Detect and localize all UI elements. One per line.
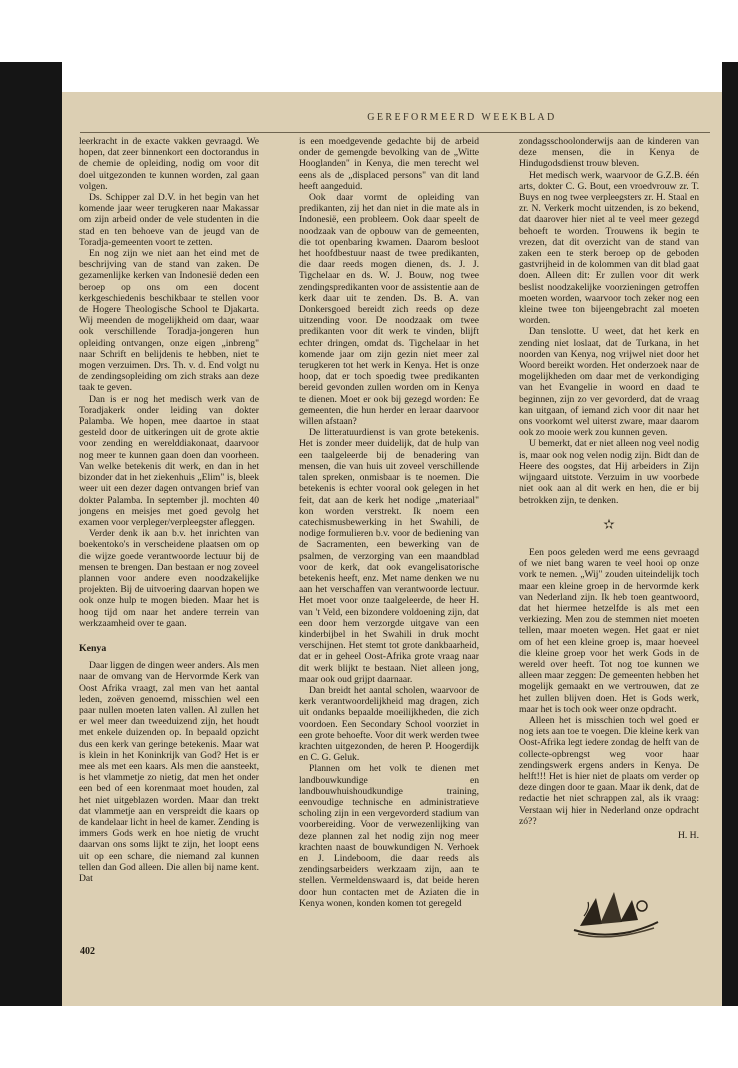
paragraph: leerkracht in de exacte vakken gevraagd. We hopen, dat zeer binnenkort een doctorandus in de chemie de opleiding, nodig om voor dit doel uitgezonden te kunnen worden, zal gaan volgen. xyxy=(79,136,259,192)
column-middle xyxy=(299,136,479,909)
paragraph: zondagsschoolonderwijs aan de kinderen van deze mensen, die in Kenya de Hindugodsdienst trouw bleven. xyxy=(519,136,699,170)
column-right xyxy=(519,136,699,841)
paragraph: Plannen om het volk te dienen met landbouwkundige en landbouwhuishoudkundige training, eenvoudige technische en administratieve scholing zijn in een vergevorderd stadium van voorbereiding. Voor de verwezenlijking van deze plannen zal het nodig zijn nog meer krachten naast de bouwkundigen N. Verhoek en J. Lindeboom, die daar reeds als zendingsarbeiders werkzaam zijn, aan te stellen. Vermeldenswaard is, dat beide heren door hun contacten met de Aziaten die in Kenya wonen, konden komen tot geregeld xyxy=(299,763,479,909)
magazine-page xyxy=(62,92,722,1006)
running-header: GEREFORMEERD WEEKBLAD xyxy=(367,112,557,123)
paragraph: U bemerkt, dat er niet alleen nog veel nodig is, maar ook nog velen nodig zijn. Bidt dan de Heere des oogstes, dat Hij arbeiders in Zijn wijngaard uitstote. Verzuim in uw voorbede niet ook aan al dit werk en hen, die er bij betrokken zijn, te denken. xyxy=(519,438,699,506)
paragraph: En nog zijn we niet aan het eind met de beschrijving van de stand van zaken. De gezamenlijke kerken van Indonesië deden een beroep op ons om een docent kerkgeschiedenis beschikbaar te stellen voor de Hogere Theologische School te Djakarta. Wij meenden de mogelijkheid om daar, waar ook verschillende Toradja-jongeren hun opleiding ontvangen, onze eigen „inbreng" naar Schrift en belijdenis te hebben, niet te mogen verzuimen. Drs. Th. v. d. End volgt nu de zendingsopleiding om zich straks aan deze taak te geven. xyxy=(79,248,259,394)
paragraph: Daar liggen de dingen weer anders. Als men naar de omvang van de Hervormde Kerk van Oost Afrika vraagt, zal men van het aantal leden, zoëven genoemd, misschien wel een paar nullen moeten laten vallen. Al zullen het er wel meer dan tweeduizend zijn, het houdt met enkele duizenden op. In bepaald opzicht dus een kerk van geringe betekenis. Maar wat is klein in het Koninkrijk van God? Het is er mee als met een kaars. Als men die aansteekt, is het vlammetje zo nietig, dat men het onder een bed of een korenmaat moet houden, zal het niet uitgeblazen worden. Maar dan trekt dat vlammetje aan en verspreidt die kaars op de kandelaar licht in heel de kamer. Zending is immers Gods werk en hoe nietig de vrucht daarvan ons soms lijkt te zijn, het loopt eens uit op een schare, die niemand zal kunnen tellen dan God alleen. Die allen bij name kent. Dat xyxy=(79,660,259,884)
decorative-ship-illustration xyxy=(570,886,662,942)
section-divider-star: ✫ xyxy=(603,517,615,533)
author-signature: H. H. xyxy=(677,829,699,841)
scan-top-margin xyxy=(0,0,738,62)
paragraph: Verder denk ik aan b.v. het inrichten van boekentoko's in verscheidene plaatsen om op die wijze goede verantwoorde lectuur bij de mensen te brengen. Dan bestaan er nog zoveel plannen voor andere even noodzakelijke projekten. Bij de uitvoering daarvan hopen we ook onze hulp te mogen bieden. Maar het is hoog tijd om naar het andere terrein van werkzaamheid over te gaan. xyxy=(79,528,259,629)
page-number: 402 xyxy=(80,946,95,957)
paragraph: Ook daar vormt de opleiding van predikanten, zij het dan niet in die mate als in Indonesië, een probleem. Ook daar speelt de noodzaak van de opbouw van de gemeenten, die tot openbaring kwamen. Daarom besloot het hoofdbestuur naast de twee predikanten, die daar reeds mogen dienen, ds. J. J. Tigchelaar en ds. W. J. Bouw, nog twee zendingspredikanten voor de assistentie aan de kerk daar uit te zenden. Ds. B. A. van Donkersgoed bereidt zich reeds op deze uitzending voor. De noodzaak om twee predikanten voor dit werk te vinden, blijft echter dringen, omdat ds. Tigchelaar in het komende jaar om zijn gezin niet meer zal terugkeren tot het werk in Kenya. Het is onze hoop, dat er toch spoedig twee predikanten bereid gevonden zullen worden om in Kenya te dienen. Moet er ook bij gezegd worden: Ee gemeenten, die hun herder en leraar daarvoor willen afstaan? xyxy=(299,192,479,428)
column-left xyxy=(79,136,259,884)
paragraph: Dan is er nog het medisch werk van de Toradjakerk onder leiding van dokter Palamba. We hopen, mee daartoe in staat gesteld door de uitkeringen uit de grote aktie voor zending en werelddiakonaat, daarvoor nog meer te kunnen gaan doen dan voorheen. Van welke betekenis dit werk, en dan in het bizonder dat in het ziekenhuis „Elim" is, bleek weer uit een dezer dagen ontvangen brief van dokter Palamba. In september jl. mochten 40 jongens en meisjes met goed gevolg het examen voor verpleger/verpleegster afleggen. xyxy=(79,393,259,528)
paragraph: Alleen het is misschien toch wel goed er nog iets aan toe te voegen. Die kleine kerk van Oost-Afrika legt iedere zondag de helft van de collecte-opbrengst weg voor haar zendingswerk ergens anders in Kenya. De helft!!! Het is hier niet de plaats om verder op deze dingen door te gaan. Maar ik denk, dat de redactie het niet schrappen zal, als ik vraag: Verstaan wij hier in Nederland onze opdracht zó?? xyxy=(519,714,699,827)
header-rule xyxy=(80,132,710,133)
paragraph: De litteratuurdienst is van grote betekenis. Het is zonder meer duidelijk, dat de hulp van een taalgeleerde bij de benadering van mensen, die van huis uit zoveel verschillende talen spreken, onmisbaar is te noemen. Die betekenis is echter vooral ook gelegen in het feit, dat aan de kerk het nodige „materiaal" kon worden verstrekt. Ik noem een catechismusbewerking in het Swahili, de nodige formulieren b.v. voor de bediening van de Sacramenten, een bewerking van de psalmen, de verzorging van een maandblad voor de kerk, dat ook evangelisatorische betekenis heeft, enz. Met name denken we nu aan het verschaffen van verantwoorde lectuur. Het moet voor onze taalgeleerde, de heer H. van 't Veld, een bizondere voldoening zijn, dat een door hem verzorgde uitgave van een kinderbijbel in het Swahili in druk mocht verschijnen. Het stemt tot grote dankbaarheid, dat er in geheel Oost-Afrika grote vraag naar dit werk blijkt te bestaan. Niet alleen jong, maar ook oud grijpt daarnaar. xyxy=(299,427,479,685)
paragraph: Een poos geleden werd me eens gevraagd of we niet bang waren te veel hooi op onze vork te nemen. „Wij" zouden uiteindelijk toch maar een kleine groep in de hervormde kerk van Nederland zijn. Ik heb toen geantwoord, dat het hiermee hetzelfde is als met een verkiezing. Men zou de stemmen niet moeten tellen, maar moeten wegen. Het gaat er niet om of het een kleine groep is, maar hoeveel die kleine groep voor het werk Gods in de wereld over heeft. Tot nog toe kunnen we alleen maar zeggen: De gemeenten hebben het mogelijk gemaakt en we vertrouwen, dat ze het zullen blijven doen. Het is Gods werk, maar het is toch ook weer onze opdracht. xyxy=(519,546,699,715)
paragraph: Dan breidt het aantal scholen, waarvoor de kerk verantwoordelijkheid mag dragen, zich uit ondanks bepaalde moeilijkheden, die zich voordoen. Een Secondary School voorziet in een grote behoefte. Voor dit werk werden twee krachten uitgezonden, de heren P. Hoogerdijk en C. G. Geluk. xyxy=(299,684,479,764)
paragraph: Dan tenslotte. U weet, dat het kerk en zending niet loslaat, dat de Turkana, in het noorden van Kenya, nog vrijwel niet door het Woord bereikt worden. Het onderzoek naar de mogelijkheden om daar met de verkondiging van het Evangelie in woord en daad te beginnen, zijn zo ver gevorderd, dat de vraag kan uitgaan, of iemand zich voor dit naar het ons voorkomt wel uiterst zware, maar daarom ook zo mooie werk zou kunnen geven. xyxy=(519,326,699,439)
paragraph: Ds. Schipper zal D.V. in het begin van het komende jaar weer terugkeren naar Makassar om zijn arbeid onder de vele studenten in die stad en ten behoeve van de jeugd van de Toradja-gemeenten voort te zetten. xyxy=(79,192,259,248)
scan-dark-border-left xyxy=(0,62,62,1006)
section-heading-kenya: Kenya xyxy=(79,642,107,654)
paragraph: is een moedgevende gedachte bij de arbeid onder de gemengde bevolking van de „Witte Hooglanden" in Kenya, die men terecht wel eens als de „displaced persons" van dit land heeft aangeduid. xyxy=(299,136,479,192)
paragraph: Het medisch werk, waarvoor de G.Z.B. één arts, dokter C. G. Bout, een vroedvrouw zr. T. Buys en nog twee verpleegsters zr. H. Staal en zr. N. Verkerk mocht uitzenden, is zo bekend, dat daarover hier niet al te veel meer gezegd behoeft te worden. Trouwens ik begin te vrezen, dat dit overzicht van de stand van zaken een te sterk beroep op de geboden gastvrijheid in de kolommen van dit blad gaat doen. Alleen dit: Er zullen voor dit werk beslist noodzakelijke voorzieningen getroffen moeten worden, waarvoor toch zeker nog een kleine twee ton bijeengebracht zal moeten worden. xyxy=(519,169,699,327)
scan-bottom-margin xyxy=(0,1006,738,1068)
scan-dark-border-right xyxy=(722,62,738,1006)
